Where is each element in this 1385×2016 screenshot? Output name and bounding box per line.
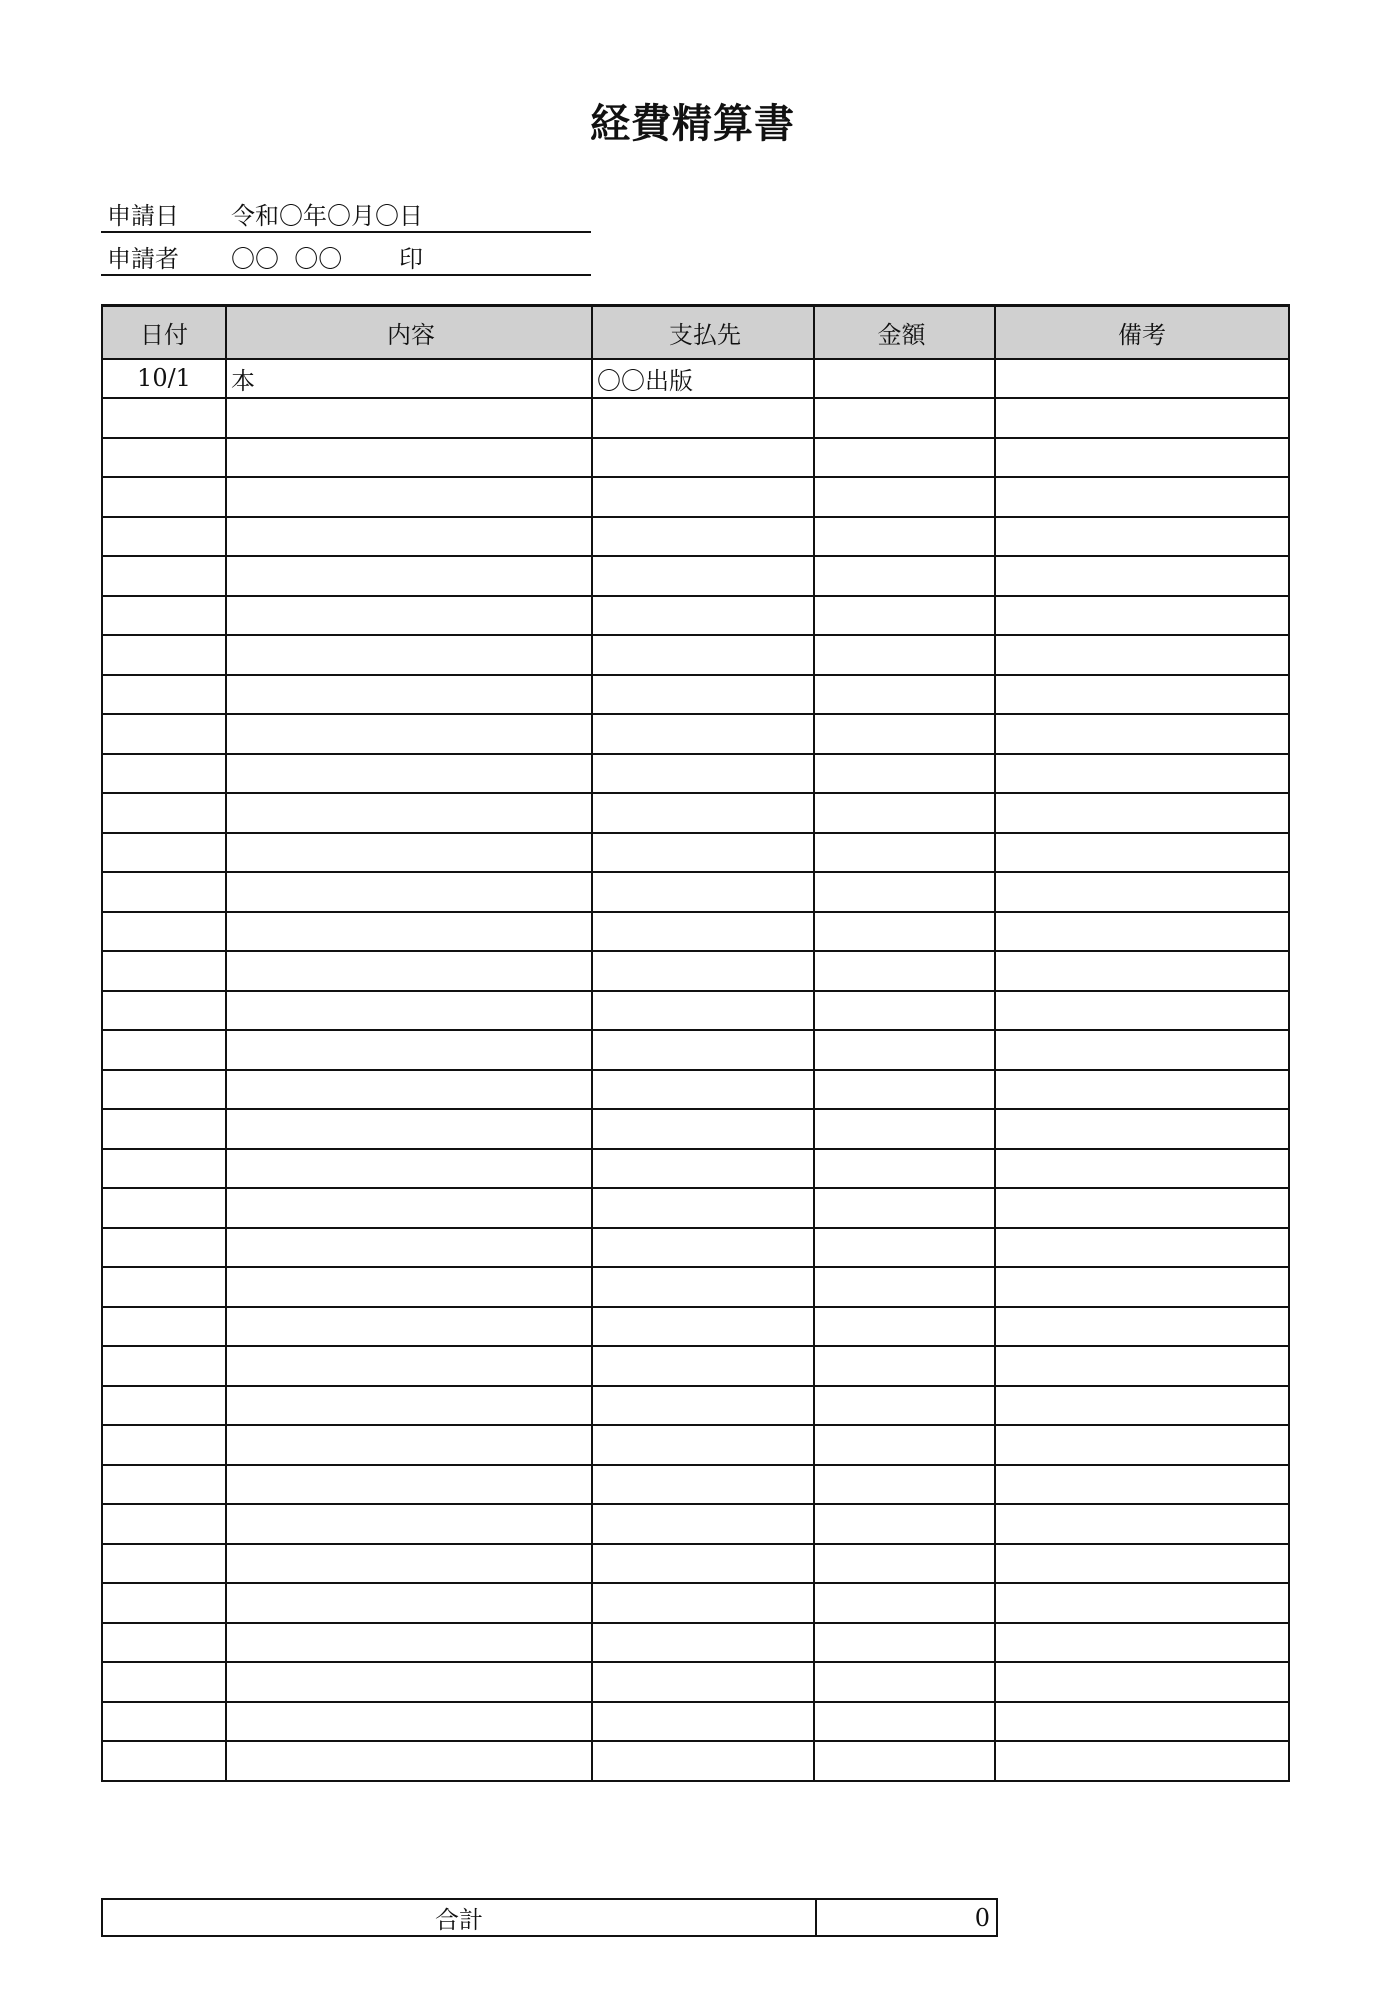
- item-cell[interactable]: [226, 438, 592, 478]
- date-cell[interactable]: [102, 991, 226, 1031]
- amount-cell[interactable]: [814, 1346, 995, 1386]
- item-cell[interactable]: [226, 793, 592, 833]
- payee-cell[interactable]: [592, 1030, 814, 1070]
- amount-cell[interactable]: [814, 951, 995, 991]
- total-label: 合計: [102, 1899, 816, 1936]
- amount-cell[interactable]: [814, 359, 995, 399]
- table-row: [102, 359, 1289, 399]
- notes-cell[interactable]: [995, 1070, 1289, 1110]
- amount-cell[interactable]: [814, 1583, 995, 1623]
- date-cell[interactable]: [102, 517, 226, 557]
- date-cell[interactable]: [102, 1425, 226, 1465]
- amount-cell[interactable]: [814, 1149, 995, 1189]
- payee-cell[interactable]: [592, 1623, 814, 1663]
- amount-cell[interactable]: [814, 477, 995, 517]
- date-cell[interactable]: [102, 1149, 226, 1189]
- amount-cell[interactable]: [814, 714, 995, 754]
- table-row: [102, 1267, 1289, 1307]
- item-cell[interactable]: [226, 1386, 592, 1426]
- date-cell[interactable]: [102, 951, 226, 991]
- notes-cell[interactable]: [995, 1149, 1289, 1189]
- item-cell[interactable]: [226, 398, 592, 438]
- amount-cell[interactable]: [814, 438, 995, 478]
- table-row: [102, 556, 1289, 596]
- table-row: [102, 714, 1289, 754]
- table-row: [102, 477, 1289, 517]
- table-row: [102, 635, 1289, 675]
- notes-cell[interactable]: [995, 1386, 1289, 1426]
- payee-cell[interactable]: [592, 1267, 814, 1307]
- item-cell[interactable]: [226, 1465, 592, 1505]
- item-cell[interactable]: [226, 1149, 592, 1189]
- payee-cell[interactable]: [592, 793, 814, 833]
- amount-cell[interactable]: [814, 1386, 995, 1426]
- table-row: [102, 872, 1289, 912]
- item-cell[interactable]: [226, 1030, 592, 1070]
- amount-cell[interactable]: [814, 1504, 995, 1544]
- item-cell[interactable]: [226, 1109, 592, 1149]
- notes-cell[interactable]: [995, 675, 1289, 715]
- notes-cell[interactable]: [995, 833, 1289, 873]
- table-row: [102, 1504, 1289, 1544]
- date-cell[interactable]: [102, 1662, 226, 1702]
- payee-cell[interactable]: [592, 1702, 814, 1742]
- payee-cell[interactable]: [592, 1465, 814, 1505]
- amount-cell[interactable]: [814, 1662, 995, 1702]
- table-row: [102, 1228, 1289, 1268]
- item-cell[interactable]: [226, 1741, 592, 1781]
- notes-cell[interactable]: [995, 951, 1289, 991]
- payee-cell[interactable]: [592, 1662, 814, 1702]
- date-cell[interactable]: [102, 1030, 226, 1070]
- amount-cell[interactable]: [814, 675, 995, 715]
- table-row: [102, 438, 1289, 478]
- item-cell[interactable]: [226, 1662, 592, 1702]
- payee-cell[interactable]: [592, 517, 814, 557]
- date-cell[interactable]: [102, 912, 226, 952]
- expense-table: [101, 304, 1290, 1782]
- table-row: [102, 1386, 1289, 1426]
- date-cell[interactable]: 10/1: [102, 359, 226, 399]
- payee-cell[interactable]: [592, 596, 814, 636]
- table-row: [102, 596, 1289, 636]
- date-cell[interactable]: [102, 1188, 226, 1228]
- table-row: [102, 517, 1289, 557]
- item-cell[interactable]: [226, 1544, 592, 1584]
- table-row: [102, 833, 1289, 873]
- notes-cell[interactable]: [995, 556, 1289, 596]
- item-cell[interactable]: 本: [226, 359, 592, 399]
- payee-cell[interactable]: [592, 1425, 814, 1465]
- payee-cell[interactable]: 〇〇出版: [592, 359, 814, 399]
- amount-cell[interactable]: [814, 1544, 995, 1584]
- seal-label: 印: [399, 245, 423, 273]
- item-cell[interactable]: [226, 912, 592, 952]
- amount-cell[interactable]: [814, 556, 995, 596]
- amount-cell[interactable]: [814, 1228, 995, 1268]
- application-date-value[interactable]: 令和〇年〇月〇日: [231, 202, 423, 230]
- notes-cell[interactable]: [995, 359, 1289, 399]
- notes-cell[interactable]: [995, 912, 1289, 952]
- date-cell[interactable]: [102, 1504, 226, 1544]
- payee-cell[interactable]: [592, 477, 814, 517]
- table-row: [102, 1307, 1289, 1347]
- item-cell[interactable]: [226, 951, 592, 991]
- date-cell[interactable]: [102, 1386, 226, 1426]
- notes-cell[interactable]: [995, 1662, 1289, 1702]
- item-cell[interactable]: [226, 754, 592, 794]
- item-cell[interactable]: [226, 596, 592, 636]
- column-header-item: 内容: [226, 306, 592, 359]
- date-cell[interactable]: [102, 477, 226, 517]
- total-table: [101, 1898, 998, 1937]
- payee-cell[interactable]: [592, 1188, 814, 1228]
- item-cell[interactable]: [226, 1425, 592, 1465]
- table-row: [102, 1109, 1289, 1149]
- table-row: [102, 1702, 1289, 1742]
- table-row: [102, 1346, 1289, 1386]
- page-title: 経費精算書: [590, 100, 795, 147]
- item-cell[interactable]: [226, 1504, 592, 1544]
- date-cell[interactable]: [102, 596, 226, 636]
- date-cell[interactable]: [102, 1702, 226, 1742]
- table-row: [102, 951, 1289, 991]
- notes-cell[interactable]: [995, 1346, 1289, 1386]
- item-cell[interactable]: [226, 1623, 592, 1663]
- total-row: [102, 1899, 997, 1936]
- table-row: [102, 675, 1289, 715]
- column-header-payee: 支払先: [592, 306, 814, 359]
- payee-cell[interactable]: [592, 438, 814, 478]
- amount-cell[interactable]: [814, 1702, 995, 1742]
- payee-cell[interactable]: [592, 991, 814, 1031]
- application-date-row: [101, 190, 591, 233]
- amount-cell[interactable]: [814, 517, 995, 557]
- applicant-row: [101, 233, 591, 276]
- table-header-row: [102, 306, 1289, 359]
- payee-cell[interactable]: [592, 1070, 814, 1110]
- item-cell[interactable]: [226, 1583, 592, 1623]
- table-row: [102, 1188, 1289, 1228]
- notes-cell[interactable]: [995, 596, 1289, 636]
- date-cell[interactable]: [102, 1583, 226, 1623]
- column-header-date: 日付: [102, 306, 226, 359]
- item-cell[interactable]: [226, 1228, 592, 1268]
- notes-cell[interactable]: [995, 1188, 1289, 1228]
- table-row: [102, 912, 1289, 952]
- notes-cell[interactable]: [995, 1504, 1289, 1544]
- payee-cell[interactable]: [592, 556, 814, 596]
- table-row: [102, 1149, 1289, 1189]
- notes-cell[interactable]: [995, 872, 1289, 912]
- item-cell[interactable]: [226, 1702, 592, 1742]
- amount-cell[interactable]: [814, 398, 995, 438]
- amount-cell[interactable]: [814, 833, 995, 873]
- amount-cell[interactable]: [814, 912, 995, 952]
- amount-cell[interactable]: [814, 1188, 995, 1228]
- notes-cell[interactable]: [995, 1544, 1289, 1584]
- item-cell[interactable]: [226, 991, 592, 1031]
- payee-cell[interactable]: [592, 398, 814, 438]
- notes-cell[interactable]: [995, 1623, 1289, 1663]
- payee-cell[interactable]: [592, 1544, 814, 1584]
- table-row: [102, 398, 1289, 438]
- date-cell[interactable]: [102, 1346, 226, 1386]
- applicant-name-value[interactable]: 〇〇 〇〇: [231, 245, 343, 273]
- amount-cell[interactable]: [814, 754, 995, 794]
- amount-cell[interactable]: [814, 1425, 995, 1465]
- payee-cell[interactable]: [592, 1149, 814, 1189]
- notes-cell[interactable]: [995, 1702, 1289, 1742]
- notes-cell[interactable]: [995, 714, 1289, 754]
- notes-cell[interactable]: [995, 991, 1289, 1031]
- notes-cell[interactable]: [995, 1267, 1289, 1307]
- amount-cell[interactable]: [814, 1109, 995, 1149]
- date-cell[interactable]: [102, 714, 226, 754]
- table-row: [102, 1070, 1289, 1110]
- date-cell[interactable]: [102, 1544, 226, 1584]
- column-header-notes: 備考: [995, 306, 1289, 359]
- notes-cell[interactable]: [995, 398, 1289, 438]
- notes-cell[interactable]: [995, 1425, 1289, 1465]
- notes-cell[interactable]: [995, 1583, 1289, 1623]
- amount-cell[interactable]: [814, 596, 995, 636]
- date-cell[interactable]: [102, 1623, 226, 1663]
- notes-cell[interactable]: [995, 1030, 1289, 1070]
- date-cell[interactable]: [102, 1741, 226, 1781]
- item-cell[interactable]: [226, 1346, 592, 1386]
- table-row: [102, 1425, 1289, 1465]
- payee-cell[interactable]: [592, 1228, 814, 1268]
- item-cell[interactable]: [226, 1188, 592, 1228]
- table-row: [102, 1544, 1289, 1584]
- column-header-amount: 金額: [814, 306, 995, 359]
- payee-cell[interactable]: [592, 912, 814, 952]
- date-cell[interactable]: [102, 1109, 226, 1149]
- date-cell[interactable]: [102, 872, 226, 912]
- item-cell[interactable]: [226, 517, 592, 557]
- notes-cell[interactable]: [995, 438, 1289, 478]
- date-cell[interactable]: [102, 754, 226, 794]
- amount-cell[interactable]: [814, 1307, 995, 1347]
- notes-cell[interactable]: [995, 635, 1289, 675]
- date-cell[interactable]: [102, 1307, 226, 1347]
- date-cell[interactable]: [102, 793, 226, 833]
- table-row: [102, 1623, 1289, 1663]
- date-cell[interactable]: [102, 556, 226, 596]
- table-row: [102, 793, 1289, 833]
- total-amount: 0: [816, 1899, 997, 1936]
- payee-cell[interactable]: [592, 1307, 814, 1347]
- payee-cell[interactable]: [592, 1346, 814, 1386]
- date-cell[interactable]: [102, 1267, 226, 1307]
- item-cell[interactable]: [226, 1307, 592, 1347]
- payee-cell[interactable]: [592, 833, 814, 873]
- table-row: [102, 1465, 1289, 1505]
- date-cell[interactable]: [102, 635, 226, 675]
- payee-cell[interactable]: [592, 635, 814, 675]
- payee-cell[interactable]: [592, 1504, 814, 1544]
- table-row: [102, 1741, 1289, 1781]
- notes-cell[interactable]: [995, 793, 1289, 833]
- payee-cell[interactable]: [592, 714, 814, 754]
- payee-cell[interactable]: [592, 1109, 814, 1149]
- notes-cell[interactable]: [995, 1109, 1289, 1149]
- payee-cell[interactable]: [592, 754, 814, 794]
- amount-cell[interactable]: [814, 793, 995, 833]
- date-cell[interactable]: [102, 438, 226, 478]
- date-cell[interactable]: [102, 1228, 226, 1268]
- notes-cell[interactable]: [995, 517, 1289, 557]
- date-cell[interactable]: [102, 675, 226, 715]
- date-cell[interactable]: [102, 833, 226, 873]
- notes-cell[interactable]: [995, 1228, 1289, 1268]
- amount-cell[interactable]: [814, 1267, 995, 1307]
- payee-cell[interactable]: [592, 1741, 814, 1781]
- payee-cell[interactable]: [592, 951, 814, 991]
- table-row: [102, 1662, 1289, 1702]
- amount-cell[interactable]: [814, 635, 995, 675]
- notes-cell[interactable]: [995, 754, 1289, 794]
- table-row: [102, 1030, 1289, 1070]
- payee-cell[interactable]: [592, 675, 814, 715]
- date-cell[interactable]: [102, 1465, 226, 1505]
- item-cell[interactable]: [226, 477, 592, 517]
- notes-cell[interactable]: [995, 1741, 1289, 1781]
- payee-cell[interactable]: [592, 872, 814, 912]
- notes-cell[interactable]: [995, 1465, 1289, 1505]
- amount-cell[interactable]: [814, 1465, 995, 1505]
- payee-cell[interactable]: [592, 1386, 814, 1426]
- item-cell[interactable]: [226, 1267, 592, 1307]
- amount-cell[interactable]: [814, 1741, 995, 1781]
- amount-cell[interactable]: [814, 991, 995, 1031]
- amount-cell[interactable]: [814, 1030, 995, 1070]
- amount-cell[interactable]: [814, 1070, 995, 1110]
- date-cell[interactable]: [102, 398, 226, 438]
- item-cell[interactable]: [226, 635, 592, 675]
- notes-cell[interactable]: [995, 477, 1289, 517]
- item-cell[interactable]: [226, 556, 592, 596]
- amount-cell[interactable]: [814, 1623, 995, 1663]
- application-date-label: 申請日: [107, 202, 179, 230]
- notes-cell[interactable]: [995, 1307, 1289, 1347]
- table-row: [102, 991, 1289, 1031]
- item-cell[interactable]: [226, 1070, 592, 1110]
- table-row: [102, 754, 1289, 794]
- item-cell[interactable]: [226, 714, 592, 754]
- payee-cell[interactable]: [592, 1583, 814, 1623]
- applicant-label: 申請者: [107, 245, 179, 273]
- table-row: [102, 1583, 1289, 1623]
- item-cell[interactable]: [226, 675, 592, 715]
- amount-cell[interactable]: [814, 872, 995, 912]
- item-cell[interactable]: [226, 833, 592, 873]
- date-cell[interactable]: [102, 1070, 226, 1110]
- item-cell[interactable]: [226, 872, 592, 912]
